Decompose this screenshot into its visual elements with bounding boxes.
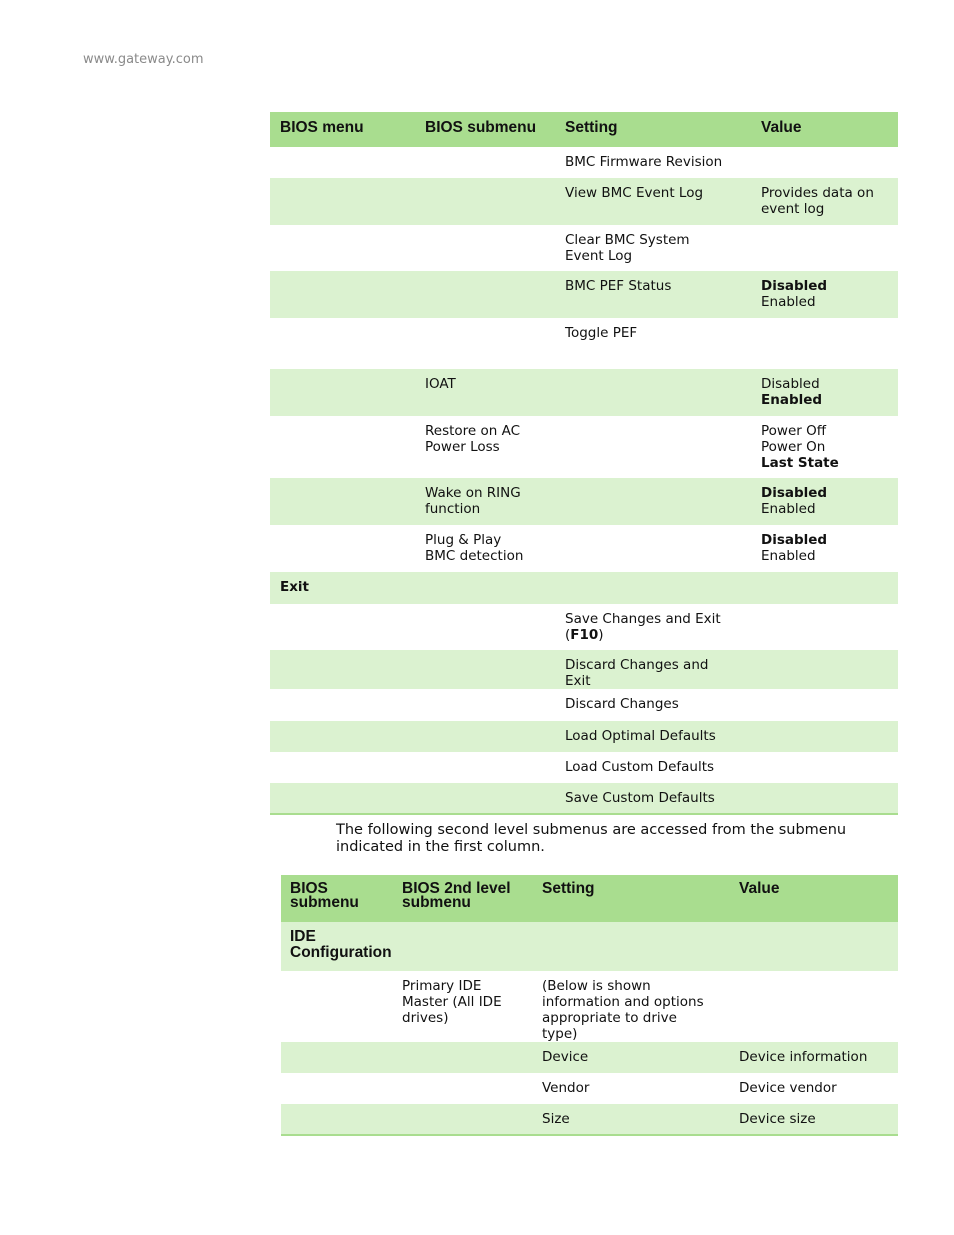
value-option: Enabled xyxy=(761,392,823,408)
bios-menu-cell xyxy=(270,225,415,271)
bios-submenu-cell xyxy=(415,783,555,814)
value-cell xyxy=(730,1042,898,1073)
value-cell xyxy=(751,369,898,416)
second-level-submenu-cell xyxy=(393,1104,533,1135)
second-level-submenu-cell xyxy=(393,1042,533,1073)
table-row xyxy=(270,783,898,814)
setting-cell xyxy=(555,525,751,572)
setting-cell xyxy=(555,147,751,178)
setting-cell xyxy=(555,271,751,318)
value-cell xyxy=(730,922,898,971)
value-cell xyxy=(730,1073,898,1104)
bios-submenu-cell xyxy=(415,604,555,650)
value-option: Provides data on xyxy=(761,185,874,201)
bios-menu-cell xyxy=(270,525,415,572)
setting-label: Clear BMC System Event Log xyxy=(565,232,690,264)
bios-submenu-cell xyxy=(415,178,555,225)
setting-cell xyxy=(555,478,751,525)
setting-cell xyxy=(533,1042,730,1073)
value-cell xyxy=(730,1104,898,1135)
table-row xyxy=(270,604,898,650)
table-header-row xyxy=(281,875,898,922)
value-cell xyxy=(751,604,898,650)
value-cell xyxy=(751,650,898,689)
second-level-submenu-cell xyxy=(393,922,533,971)
value-cell-text: Device size xyxy=(739,1111,816,1127)
value-option: Enabled xyxy=(761,294,816,310)
bios-submenu-cell xyxy=(415,271,555,318)
value-cell xyxy=(751,271,898,318)
setting-label: Save Changes and Exit xyxy=(565,611,721,627)
bios-submenu-cell xyxy=(415,572,555,604)
bios-submenu-cell xyxy=(281,1042,393,1073)
table-row xyxy=(281,1042,898,1073)
value-option: Disabled xyxy=(761,485,828,501)
value-option: Disabled xyxy=(761,532,828,548)
value-option: Power Off xyxy=(761,423,827,439)
value-cell xyxy=(751,178,898,225)
value-cell xyxy=(751,689,898,721)
table-row xyxy=(270,369,898,416)
setting-cell xyxy=(555,752,751,783)
bios-submenu-cell xyxy=(281,1073,393,1104)
setting-label: Discard Changes xyxy=(565,696,679,712)
setting-cell xyxy=(555,572,751,604)
value-option: Disabled xyxy=(761,376,820,392)
bios-menu-cell xyxy=(270,416,415,478)
value-cell xyxy=(751,752,898,783)
bios-menu-cell xyxy=(270,604,415,650)
bios-submenu-cell xyxy=(415,752,555,783)
bios-submenu-cell xyxy=(415,318,555,369)
value-cell xyxy=(751,572,898,604)
bios-submenu-cell: Plug & Play BMC detection xyxy=(415,525,555,572)
header-value: Value xyxy=(730,875,898,922)
second-level-submenu-cell-text: Primary IDE Master (All IDE drives) xyxy=(402,978,502,1026)
value-option: Last State xyxy=(761,455,839,471)
table-row xyxy=(270,525,898,572)
bios-menu-cell xyxy=(270,783,415,814)
second-level-submenu-cell xyxy=(393,1073,533,1104)
table-row xyxy=(270,721,898,752)
value-option: Power On xyxy=(761,439,826,455)
setting-label: View BMC Event Log xyxy=(565,185,704,201)
bios-submenu-cell xyxy=(281,922,393,971)
value-cell xyxy=(751,525,898,572)
header-setting: Setting xyxy=(533,875,730,922)
setting-cell xyxy=(555,225,751,271)
header-setting: Setting xyxy=(555,112,751,147)
site-url: www.gateway.com xyxy=(83,52,204,67)
setting-label: Load Custom Defaults xyxy=(565,759,715,775)
bios-menu-cell xyxy=(270,318,415,369)
bios-submenu-cell: IOAT xyxy=(415,369,555,416)
table-row xyxy=(270,478,898,525)
value-cell xyxy=(751,478,898,525)
value-cell xyxy=(751,783,898,814)
setting-label: BMC Firmware Revision xyxy=(565,154,723,170)
bios-menu-cell xyxy=(270,147,415,178)
bios-submenu-cell xyxy=(415,147,555,178)
setting-label: Discard Changes and Exit xyxy=(565,657,709,689)
table-row xyxy=(270,416,898,478)
table-row xyxy=(270,572,898,604)
setting-cell-text: Size xyxy=(542,1111,570,1127)
second-level-submenu-cell xyxy=(393,971,533,1042)
setting-label: Save Custom Defaults xyxy=(565,790,715,806)
setting-label: Toggle PEF xyxy=(565,325,638,341)
second-level-submenu-table xyxy=(281,875,898,1136)
setting-cell xyxy=(555,783,751,814)
table-row xyxy=(281,1073,898,1104)
value-cell-text: Device vendor xyxy=(739,1080,837,1096)
value-option: Disabled xyxy=(761,278,828,294)
value-cell-text: Device information xyxy=(739,1049,868,1065)
header-bios-menu: BIOS menu xyxy=(270,112,415,147)
value-cell xyxy=(751,416,898,478)
setting-cell-text: Vendor xyxy=(542,1080,590,1096)
bios-menu-cell xyxy=(270,689,415,721)
value-option: Enabled xyxy=(761,548,816,564)
bios-submenu-cell-text: IDE Configuration xyxy=(290,928,392,961)
setting-cell xyxy=(555,650,751,689)
bios-menu-cell xyxy=(270,721,415,752)
bios-menu-cell xyxy=(270,271,415,318)
table-row xyxy=(270,225,898,271)
setting-cell: Save Changes and Exit (F10) xyxy=(555,604,751,650)
bios-menu-cell xyxy=(270,369,415,416)
table-row xyxy=(281,971,898,1042)
bios-submenu-cell xyxy=(415,650,555,689)
header-bios-2nd-level-submenu: BIOS 2nd level submenu xyxy=(393,875,533,922)
setting-cell xyxy=(555,318,751,369)
table-row xyxy=(270,271,898,318)
setting-label: Load Optimal Defaults xyxy=(565,728,716,744)
header-value: Value xyxy=(751,112,898,147)
setting-cell-text: (Below is shown information and options appropriate to drive type) xyxy=(542,978,704,1042)
setting-cell xyxy=(555,416,751,478)
bios-submenu-cell: Restore on AC Power Loss xyxy=(415,416,555,478)
value-option: event log xyxy=(761,201,825,217)
value-cell xyxy=(751,225,898,271)
setting-cell xyxy=(555,178,751,225)
intro-paragraph: The following second level submenus are accessed from the submenu indicated in the first column. xyxy=(336,822,847,855)
menu-label: Exit xyxy=(280,579,310,595)
bios-submenu-cell xyxy=(415,225,555,271)
bios-submenu-cell xyxy=(415,689,555,721)
setting-cell xyxy=(533,1104,730,1135)
bios-menu-cell xyxy=(270,752,415,783)
shortcut-key: F10 xyxy=(570,627,599,643)
table-row xyxy=(270,689,898,721)
bios-submenu-cell xyxy=(281,1104,393,1135)
bios-submenu-cell: Wake on RING function xyxy=(415,478,555,525)
table-row xyxy=(270,650,898,689)
table-row xyxy=(281,1104,898,1135)
header-bios-submenu: BIOS submenu xyxy=(415,112,555,147)
setting-cell xyxy=(555,369,751,416)
table-row xyxy=(270,318,898,369)
setting-cell xyxy=(555,721,751,752)
bios-menu-cell xyxy=(270,650,415,689)
table-header-row xyxy=(270,112,898,147)
value-cell xyxy=(751,721,898,752)
value-cell xyxy=(730,971,898,1042)
bios-menu-table xyxy=(270,112,898,815)
bios-submenu-cell xyxy=(281,971,393,1042)
value-option: Enabled xyxy=(761,501,816,517)
table-row xyxy=(270,752,898,783)
setting-cell xyxy=(533,971,730,1042)
setting-cell-text: Device xyxy=(542,1049,589,1065)
bios-menu-cell xyxy=(270,178,415,225)
value-cell xyxy=(751,147,898,178)
bios-menu-cell xyxy=(270,478,415,525)
table-row xyxy=(281,922,898,971)
bios-menu-cell xyxy=(270,572,415,604)
setting-label: BMC PEF Status xyxy=(565,278,672,294)
table-row xyxy=(270,178,898,225)
bios-submenu-cell xyxy=(415,721,555,752)
table-row xyxy=(270,147,898,178)
header-bios-submenu: BIOS submenu xyxy=(281,875,393,922)
setting-cell xyxy=(533,1073,730,1104)
setting-cell xyxy=(555,689,751,721)
value-cell xyxy=(751,318,898,369)
setting-cell xyxy=(533,922,730,971)
